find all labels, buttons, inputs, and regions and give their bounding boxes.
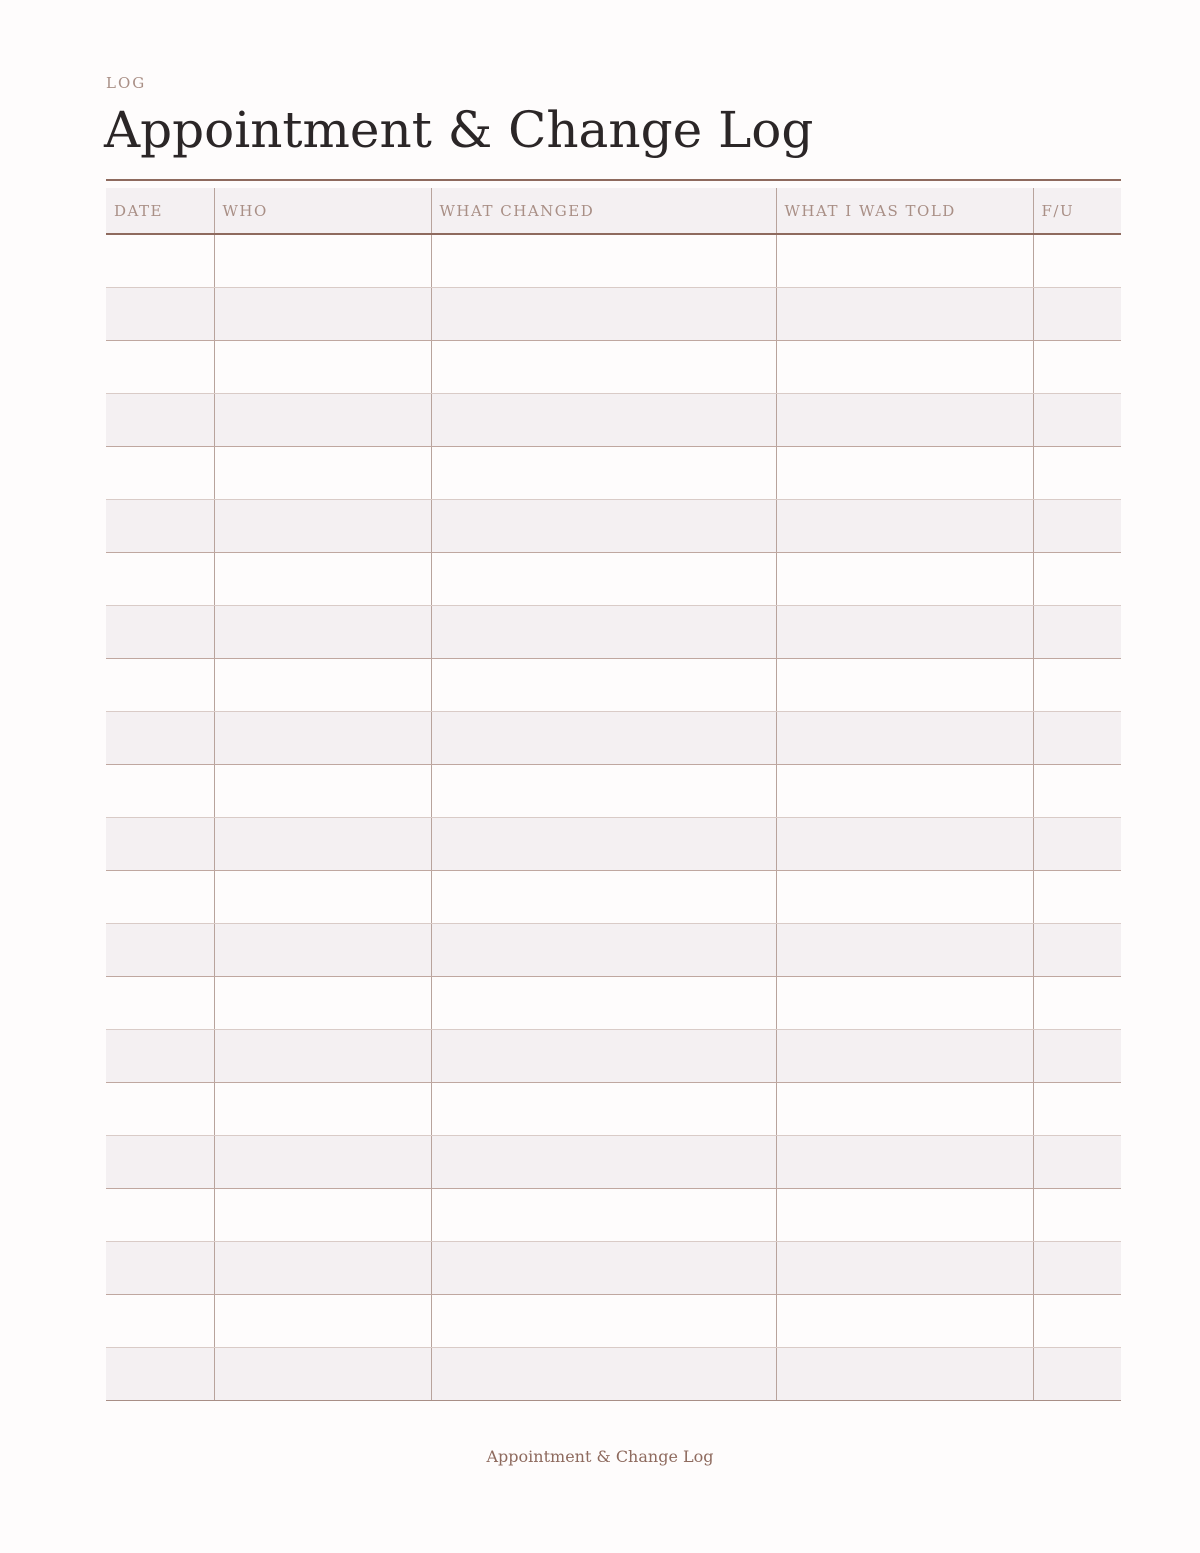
table-row [106,393,1121,446]
what-i-was-told-cell[interactable] [776,1294,1033,1347]
what-changed-cell[interactable] [431,287,776,340]
what-i-was-told-cell[interactable] [776,817,1033,870]
table-row [106,923,1121,976]
date-cell[interactable] [106,764,214,817]
who-cell[interactable] [214,1082,431,1135]
table-row [106,976,1121,1029]
follow-up-cell[interactable] [1033,870,1121,923]
what-changed-cell[interactable] [431,976,776,1029]
table-row [106,817,1121,870]
what-i-was-told-cell[interactable] [776,234,1033,287]
follow-up-cell[interactable] [1033,976,1121,1029]
date-cell[interactable] [106,1347,214,1400]
what-changed-cell[interactable] [431,817,776,870]
what-changed-cell[interactable] [431,393,776,446]
who-cell[interactable] [214,446,431,499]
who-cell[interactable] [214,234,431,287]
who-cell[interactable] [214,393,431,446]
date-cell[interactable] [106,499,214,552]
who-cell[interactable] [214,711,431,764]
date-cell[interactable] [106,1135,214,1188]
date-cell[interactable] [106,976,214,1029]
date-cell[interactable] [106,923,214,976]
what-i-was-told-cell[interactable] [776,287,1033,340]
date-cell[interactable] [106,870,214,923]
column-header-what-i-was-told: WHAT I WAS TOLD [776,188,1033,234]
what-i-was-told-cell[interactable] [776,1188,1033,1241]
what-changed-cell[interactable] [431,870,776,923]
what-i-was-told-cell[interactable] [776,658,1033,711]
who-cell[interactable] [214,499,431,552]
table-row [106,1029,1121,1082]
follow-up-cell[interactable] [1033,1135,1121,1188]
what-i-was-told-cell[interactable] [776,1082,1033,1135]
table-row [106,287,1121,340]
date-cell[interactable] [106,1188,214,1241]
date-cell[interactable] [106,446,214,499]
what-i-was-told-cell[interactable] [776,605,1033,658]
table-row [106,764,1121,817]
table-row [106,605,1121,658]
date-cell[interactable] [106,658,214,711]
column-header-who: WHO [214,188,431,234]
date-cell[interactable] [106,1241,214,1294]
who-cell[interactable] [214,870,431,923]
who-cell[interactable] [214,658,431,711]
date-cell[interactable] [106,711,214,764]
who-cell[interactable] [214,764,431,817]
follow-up-cell[interactable] [1033,552,1121,605]
follow-up-cell[interactable] [1033,923,1121,976]
what-changed-cell[interactable] [431,552,776,605]
what-changed-cell[interactable] [431,234,776,287]
date-cell[interactable] [106,234,214,287]
who-cell[interactable] [214,923,431,976]
table-body [106,234,1121,1400]
table-row [106,446,1121,499]
what-i-was-told-cell[interactable] [776,1135,1033,1188]
who-cell[interactable] [214,1347,431,1400]
what-i-was-told-cell[interactable] [776,923,1033,976]
follow-up-cell[interactable] [1033,658,1121,711]
follow-up-cell[interactable] [1033,1029,1121,1082]
date-cell[interactable] [106,1029,214,1082]
table-row [106,1135,1121,1188]
table-row [106,552,1121,605]
date-cell[interactable] [106,287,214,340]
table-row [106,870,1121,923]
who-cell[interactable] [214,605,431,658]
follow-up-cell[interactable] [1033,234,1121,287]
who-cell[interactable] [214,287,431,340]
what-i-was-told-cell[interactable] [776,1347,1033,1400]
date-cell[interactable] [106,340,214,393]
what-changed-cell[interactable] [431,499,776,552]
what-i-was-told-cell[interactable] [776,1029,1033,1082]
date-cell[interactable] [106,1082,214,1135]
what-changed-cell[interactable] [431,1347,776,1400]
table-row [106,711,1121,764]
who-cell[interactable] [214,976,431,1029]
who-cell[interactable] [214,552,431,605]
log-table [106,188,1121,1401]
date-cell[interactable] [106,1294,214,1347]
column-header-what-changed: WHAT CHANGED [431,188,776,234]
column-header-follow-up: F/U [1033,188,1121,234]
follow-up-cell[interactable] [1033,446,1121,499]
what-i-was-told-cell[interactable] [776,499,1033,552]
what-changed-cell[interactable] [431,658,776,711]
what-changed-cell[interactable] [431,340,776,393]
what-changed-cell[interactable] [431,1135,776,1188]
column-header-date: DATE [106,188,214,234]
what-changed-cell[interactable] [431,446,776,499]
table-row [106,1188,1121,1241]
table-row [106,234,1121,287]
date-cell[interactable] [106,605,214,658]
what-changed-cell[interactable] [431,764,776,817]
table-row [106,1241,1121,1294]
follow-up-cell[interactable] [1033,817,1121,870]
what-i-was-told-cell[interactable] [776,870,1033,923]
follow-up-cell[interactable] [1033,287,1121,340]
follow-up-cell[interactable] [1033,1347,1121,1400]
what-i-was-told-cell[interactable] [776,711,1033,764]
what-changed-cell[interactable] [431,1029,776,1082]
table-row [106,1347,1121,1400]
what-i-was-told-cell[interactable] [776,393,1033,446]
who-cell[interactable] [214,1188,431,1241]
table-row [106,499,1121,552]
date-cell[interactable] [106,817,214,870]
what-changed-cell[interactable] [431,1188,776,1241]
who-cell[interactable] [214,1241,431,1294]
follow-up-cell[interactable] [1033,764,1121,817]
what-i-was-told-cell[interactable] [776,552,1033,605]
what-i-was-told-cell[interactable] [776,976,1033,1029]
follow-up-cell[interactable] [1033,340,1121,393]
what-i-was-told-cell[interactable] [776,1241,1033,1294]
title-divider [106,179,1121,181]
date-cell[interactable] [106,552,214,605]
what-i-was-told-cell[interactable] [776,764,1033,817]
follow-up-cell[interactable] [1033,605,1121,658]
who-cell[interactable] [214,1029,431,1082]
who-cell[interactable] [214,1294,431,1347]
table-row [106,1294,1121,1347]
what-changed-cell[interactable] [431,1241,776,1294]
follow-up-cell[interactable] [1033,393,1121,446]
follow-up-cell[interactable] [1033,1082,1121,1135]
table-row [106,658,1121,711]
follow-up-cell[interactable] [1033,499,1121,552]
page-title: Appointment & Change Log [104,101,814,159]
table-row [106,340,1121,393]
what-i-was-told-cell[interactable] [776,340,1033,393]
what-changed-cell[interactable] [431,1082,776,1135]
who-cell[interactable] [214,340,431,393]
date-cell[interactable] [106,393,214,446]
who-cell[interactable] [214,1135,431,1188]
what-changed-cell[interactable] [431,711,776,764]
eyebrow-label: LOG [106,74,147,92]
what-i-was-told-cell[interactable] [776,446,1033,499]
follow-up-cell[interactable] [1033,1294,1121,1347]
page-footer: Appointment & Change Log [486,1447,714,1466]
follow-up-cell[interactable] [1033,1241,1121,1294]
follow-up-cell[interactable] [1033,711,1121,764]
table-header-row [106,188,1121,234]
what-changed-cell[interactable] [431,1294,776,1347]
table-row [106,1082,1121,1135]
follow-up-cell[interactable] [1033,1188,1121,1241]
what-changed-cell[interactable] [431,923,776,976]
who-cell[interactable] [214,817,431,870]
what-changed-cell[interactable] [431,605,776,658]
